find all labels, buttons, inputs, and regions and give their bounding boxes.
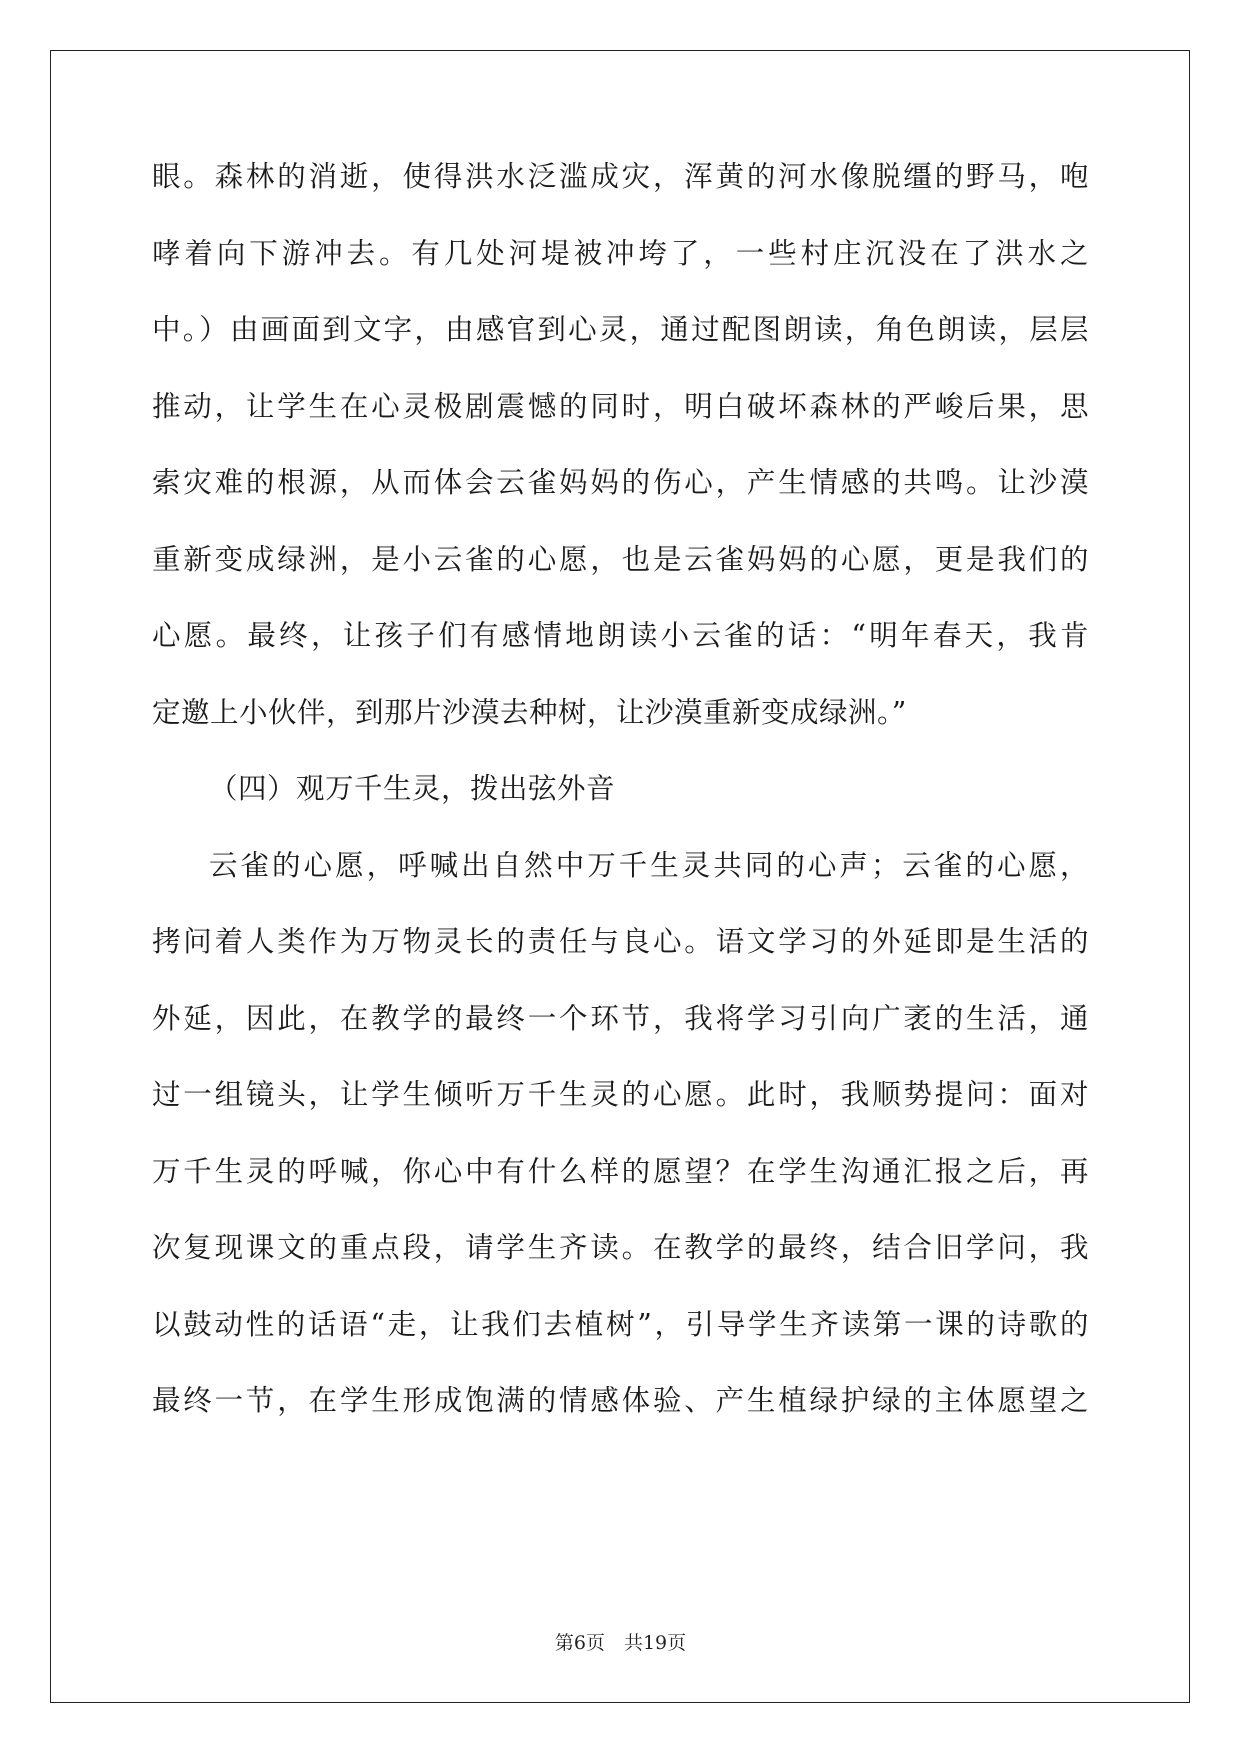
text-line-3: 中。）由画面到文字，由感官到心灵，通过配图朗读，角色朗读，层层 xyxy=(152,313,1089,346)
text-line-16: 以鼓动性的话语“走，让我们去植树”，引导学生齐读第一课的诗歌的 xyxy=(152,1307,1089,1341)
text-line-17: 最终一节，在学生形成饱满的情感体验、产生植绿护绿的主体愿望之 xyxy=(152,1384,1089,1417)
page-number-footer: 第6页 共19页 xyxy=(554,1632,687,1654)
text-line-7: 心愿。最终，让孩子们有感情地朗读小云雀的话：“明年春天，我肯 xyxy=(152,619,1089,652)
text-line-8: 定邀上小伙伴，到那片沙漠去种树，让沙漠重新变成绿洲。” xyxy=(152,695,907,729)
text-line-12: 外延，因此，在教学的最终一个环节，我将学习引向广袤的生活，通 xyxy=(152,1001,1089,1035)
text-line-4: 推动，让学生在心灵极剧震憾的同时，明白破坏森林的严峻后果，思 xyxy=(152,389,1089,423)
text-line-14: 万千生灵的呼喊，你心中有什么样的愿望？在学生沟通汇报之后，再 xyxy=(152,1154,1089,1188)
paragraph-first-line: 云雀的心愿，呼喊出自然中万千生灵共同的心声；云雀的心愿， xyxy=(209,848,1089,882)
text-line-5: 索灾难的根源，从而体会云雀妈妈的伤心，产生情感的共鸣。让沙漠 xyxy=(152,466,1089,499)
text-line-15: 次复现课文的重点段，请学生齐读。在教学的最终，结合旧学问，我 xyxy=(152,1231,1089,1264)
section-heading: （四）观万千生灵，拨出弦外音 xyxy=(209,772,616,805)
text-line-2: 哮着向下游冲去。有几处河堤被冲垮了，一些村庄沉没在了洪水之 xyxy=(152,236,1089,270)
text-line-1: 眼。森林的消逝，使得洪水泛滥成灾，浑黄的河水像脱缰的野马，咆 xyxy=(152,160,1089,193)
document-body xyxy=(152,160,1089,1464)
text-line-13: 过一组镜头，让学生倾听万千生灵的心愿。此时，我顺势提问：面对 xyxy=(152,1078,1089,1111)
text-line-6: 重新变成绿洲，是小云雀的心愿，也是云雀妈妈的心愿，更是我们的 xyxy=(152,542,1089,576)
text-line-11: 拷问着人类作为万物灵长的责任与良心。语文学习的外延即是生活的 xyxy=(152,925,1089,958)
